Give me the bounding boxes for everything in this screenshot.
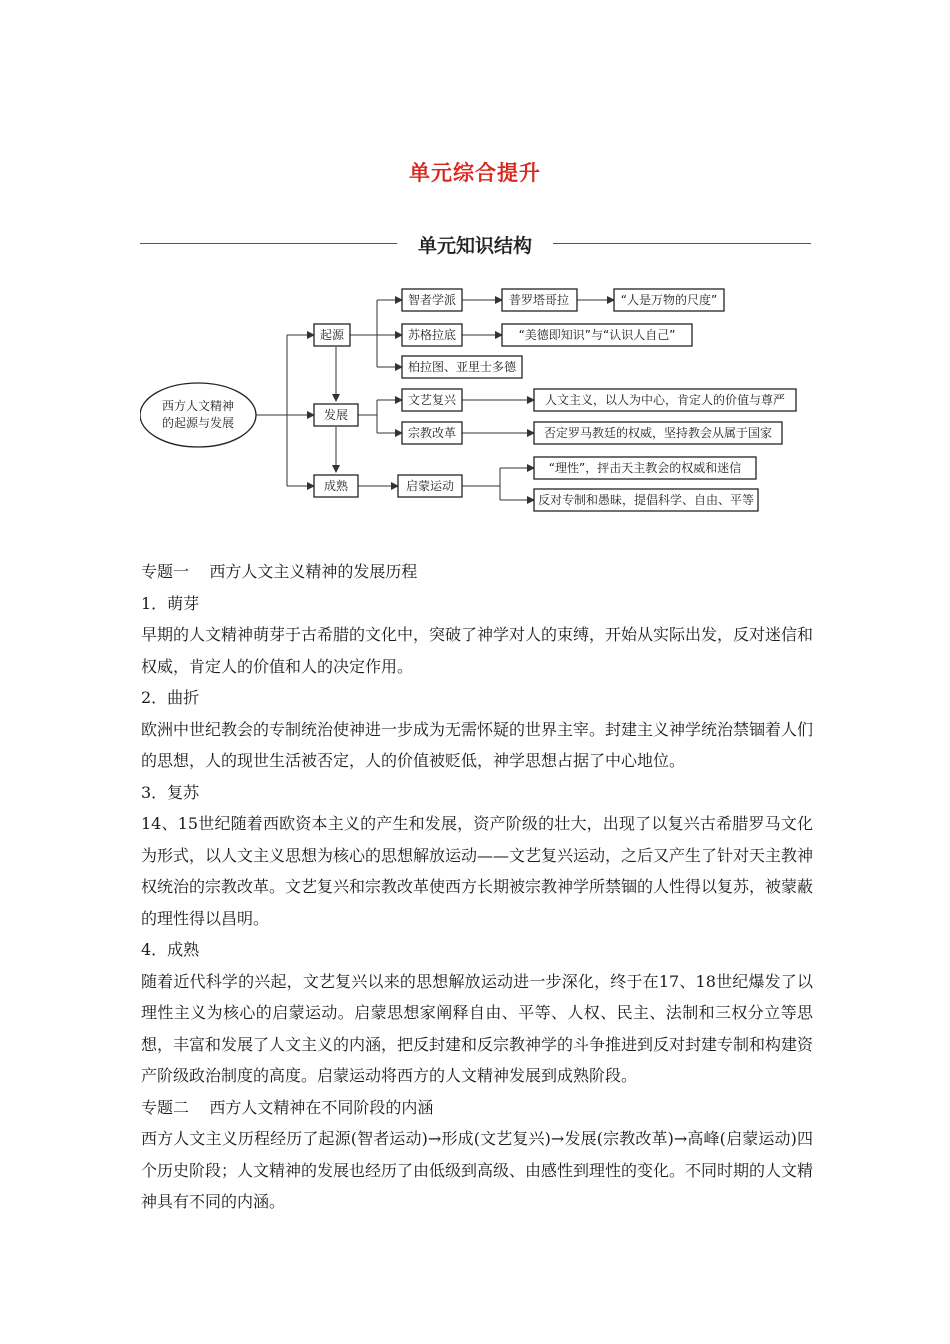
root-line-1: 西方人文精神 (161, 399, 235, 413)
renaissance-label: 文艺复兴 (407, 393, 457, 407)
root-line-2: 的起源与发展 (161, 416, 235, 430)
socrates-label: 苏格拉底 (407, 328, 457, 342)
topic1-label: 专题一 (141, 562, 190, 581)
topic2-heading (141, 1092, 813, 1124)
renaissance-view-label: 人文主义，以人为中心，肯定人的价值与尊严 (544, 393, 786, 407)
protagoras-label: 普罗塔哥拉 (508, 293, 570, 307)
plato-aristotle-label: 柏拉图、亚里士多德 (407, 360, 517, 374)
page-title: 单元综合提升 (409, 161, 541, 185)
protagoras-view-label: “人是万物的尺度” (620, 293, 718, 307)
knowledge-structure-diagram (140, 280, 820, 520)
enlightenment-view2-label: 反对专制和愚昧，提倡科学、自由、平等 (537, 493, 755, 507)
topic2-title: 西方人文精神在不同阶段的内涵 (209, 1097, 434, 1117)
s4-text: 随着近代科学的兴起，文艺复兴以来的思想解放运动进一步深化，终于在17、18世纪爆发了以理性主义为核心的启蒙运动。启蒙思想家阐释自由、平等、人权、民主、法制和三权分立等思想，丰富和发展了人文主义的内涵，把反封建和反宗教神学的斗争推进到反对封建专制和构建资产阶级政治制度的高度。启蒙运动将西方的人文精神发展到成熟阶段。 (141, 971, 814, 1085)
s3-heading: 3．复苏 (141, 782, 200, 802)
enlightenment-label: 启蒙运动 (405, 479, 455, 493)
stage-maturity: 成熟 (323, 479, 349, 493)
s2-heading: 2．曲折 (141, 688, 200, 707)
s1-heading: 1．萌芽 (141, 593, 200, 613)
reformation-label: 宗教改革 (407, 426, 457, 440)
topic1-heading (141, 556, 813, 588)
section-title: 单元知识结构 (417, 235, 532, 257)
section-rule-right (553, 243, 811, 244)
document-body (141, 556, 813, 1218)
stage-origin: 起源 (319, 328, 345, 342)
stage-development: 发展 (323, 408, 349, 422)
sophists-label: 智者学派 (407, 293, 457, 307)
t2-text: 西方人文主义历程经历了起源(智者运动)→形成(文艺复兴)→发展(宗教改革)→高峰(启蒙运动)四个历史阶段；人文精神的发展也经历了由低级到高级、由感性到理性的变化。不同时期的人文精神具有不同的内涵。 (141, 1129, 814, 1211)
socrates-view-label: “美德即知识”与“认识人自己” (518, 328, 676, 342)
topic2-label: 专题二 (141, 1097, 190, 1117)
s3-text: 14、15世纪随着西欧资本主义的产生和发展，资产阶级的壮大，出现了以复兴古希腊罗马文化为形式，以人文主义思想为核心的思想解放运动——文艺复兴运动，之后又产生了针对天主教神权统治的宗教改革。文艺复兴和宗教改革使西方长期被宗教神学所禁锢的人性得以复苏，被蒙蔽的理性得以昌明。 (141, 814, 814, 928)
enlightenment-view1-label: “理性”，抨击天主教会的权威和迷信 (548, 461, 742, 475)
topic1-title: 西方人文主义精神的发展历程 (209, 562, 418, 581)
reformation-view-label: 否定罗马教廷的权威，坚持教会从属于国家 (543, 426, 773, 440)
s4-heading: 4．成熟 (141, 940, 200, 959)
root-node (140, 383, 256, 447)
s1-text: 早期的人文精神萌芽于古希腊的文化中，突破了神学对人的束缚，开始从实际出发，反对迷信和权威，肯定人的价值和人的决定作用。 (141, 625, 814, 676)
s2-text: 欧洲中世纪教会的专制统治使神进一步成为无需怀疑的世界主宰。封建主义神学统治禁锢着人们的思想，人的现世生活被否定，人的价值被贬低，神学思想占据了中心地位。 (141, 719, 814, 770)
